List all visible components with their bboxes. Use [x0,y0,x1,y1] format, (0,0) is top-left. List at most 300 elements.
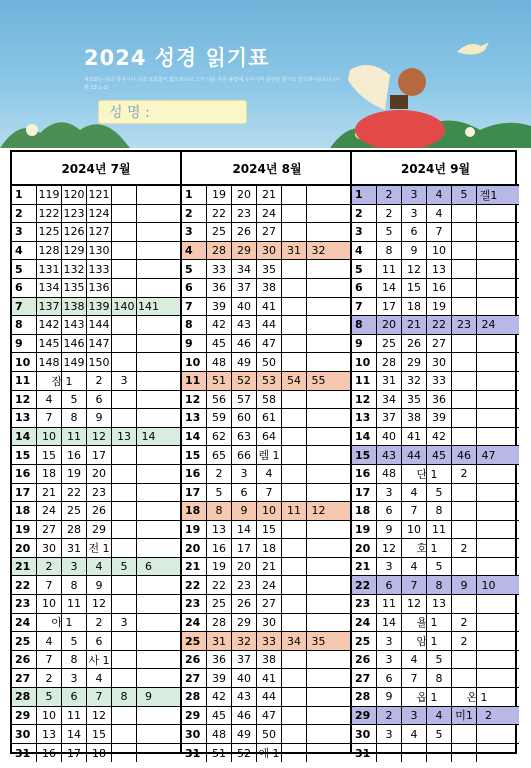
day-number: 21 [182,558,207,576]
day-number: 15 [182,446,207,464]
chapter-cell: 48 [377,465,402,483]
day-number: 31 [12,744,37,763]
chapter-cell [307,186,330,204]
chapter-cell: 10 [37,428,62,446]
chapter-cell: 62 [207,428,232,446]
chapter-cell: 64 [257,428,282,446]
chapter-cell [282,595,307,613]
day-number: 1 [12,186,37,204]
chapter-cell: 애 1 [257,744,282,763]
chapter-cell: 22 [62,484,87,502]
chapter-cell [137,576,160,594]
chapter-cell [307,428,330,446]
reading-row [182,558,352,577]
reading-row [352,428,519,447]
day-number: 23 [352,595,377,613]
chapter-cell [282,744,307,763]
chapter-cell: 9 [377,688,402,706]
chapter-cell: 126 [62,223,87,241]
chapter-cell: 40 [232,298,257,316]
chapter-cell [137,223,160,241]
chapter-cell: 19 [207,558,232,576]
chapter-cell [282,484,307,502]
chapter-cell: 48 [207,353,232,371]
chapter-cell: 12 [311,504,326,518]
chapter-cell [477,669,500,687]
chapter-cell [477,260,500,278]
chapter-cell: 55 [311,374,326,388]
chapter-cell: 5 [427,484,452,502]
chapter-cell: 50 [257,725,282,743]
book-start-label: 욜 1 [416,616,438,630]
chapter-cell [452,744,477,763]
chapter-cell: 66 [232,446,257,464]
chapter-cell: 9 [87,409,112,427]
chapter-cell: 4 [402,651,427,669]
chapter-cell [137,484,160,502]
reading-row [12,502,180,521]
chapter-cell: 7 [37,409,62,427]
day-number: 11 [182,372,207,390]
reading-row [12,391,180,410]
chapter-cell [282,725,307,743]
chapter-cell: 53 [257,372,282,390]
day-number: 7 [12,298,37,316]
chapter-cell: 10 [37,707,62,725]
day-number: 19 [352,521,377,539]
chapter-cell [402,744,427,763]
day-number: 23 [12,595,37,613]
chapter-cell: 25 [207,595,232,613]
day-number: 4 [182,242,207,260]
chapter-cell: 7 [427,223,452,241]
chapter-cell: 6 [87,632,112,650]
reading-row [352,651,519,670]
chapter-cell: 2 [37,558,62,576]
chapter-cell: 38 [257,651,282,669]
name-label: 성 명 : [109,105,150,121]
reading-row [182,223,352,242]
reading-row [352,465,519,484]
chapter-cell: 29 [402,353,427,371]
chapter-cell [112,242,137,260]
chapter-cell: 11 [377,595,402,613]
praying-figure-icon [330,40,460,148]
day-number: 5 [12,260,37,278]
reading-row [12,260,180,279]
chapter-cell: 34 [377,391,402,409]
chapter-cell: 4 [402,725,427,743]
day-number: 9 [182,335,207,353]
chapter-cell [307,744,330,763]
chapter-cell [112,484,137,502]
chapter-cell: 15 [37,446,62,464]
chapter-cell: 19 [62,465,87,483]
reading-row [182,335,352,354]
chapter-cell: 44 [257,316,282,334]
chapter-cell [307,484,330,502]
header-verse: 여호와는 너의 목자시니 너의 보호함이 없으리로다 그가 너를 푸른 풀밭에 누이시며 쉴만한 물가로 인도하시는도다 (시편 23:1-2) [84,77,341,91]
chapter-cell: 5 [427,558,452,576]
chapter-cell: 36 [427,391,452,409]
day-number: 30 [182,725,207,743]
chapter-cell: 31 [62,539,87,557]
reading-row [352,279,519,298]
reading-row [12,372,180,391]
chapter-cell [477,428,500,446]
name-field[interactable] [98,100,247,124]
chapter-cell [137,502,160,520]
chapter-cell: 7 [402,669,427,687]
chapter-cell [307,725,330,743]
chapter-cell: 22 [207,205,232,223]
chapter-cell [137,725,160,743]
chapter-cell: 14 [62,725,87,743]
chapter-cell [452,391,477,409]
chapter-cell [477,409,500,427]
reading-row [352,744,519,763]
day-number: 11 [352,372,377,390]
day-number: 31 [182,744,207,763]
chapter-cell: 5 [427,651,452,669]
chapter-cell [282,614,307,632]
day-number: 6 [12,279,37,297]
day-number: 29 [182,707,207,725]
day-number: 12 [352,391,377,409]
chapter-cell: 9 [452,576,477,594]
chapter-cell: 6 [377,576,402,594]
day-number: 8 [12,316,37,334]
chapter-cell: 34 [232,260,257,278]
reading-row [352,372,519,391]
day-number: 14 [182,428,207,446]
chapter-cell: 28 [207,614,232,632]
reading-row [12,688,180,707]
month-column [180,152,352,761]
reading-row [352,539,519,558]
chapter-cell: 11 [62,595,87,613]
chapter-cell: 5 [37,688,62,706]
chapter-cell: 14 [232,521,257,539]
reading-row [182,391,352,410]
chapter-cell [282,260,307,278]
day-number: 2 [12,205,37,223]
chapter-cell: 33 [427,372,452,390]
chapter-cell: 21 [257,186,282,204]
chapter-cell: 47 [481,448,496,462]
chapter-cell: 28 [62,521,87,539]
reading-row [182,353,352,372]
chapter-cell: 44 [257,688,282,706]
chapter-cell: 3 [402,707,427,725]
chapter-cell: 21 [37,484,62,502]
chapter-cell [137,521,160,539]
chapter-cell [137,372,160,390]
chapter-cell: 138 [62,298,87,316]
chapter-cell: 16 [207,539,232,557]
chapter-cell: 4 [37,391,62,409]
chapter-cell: 6 [402,223,427,241]
chapter-cell: 36 [207,279,232,297]
day-number: 22 [352,576,377,594]
chapter-cell [282,576,307,594]
chapter-cell: 148 [37,353,62,371]
chapter-cell [112,707,137,725]
day-number: 19 [12,521,37,539]
chapter-cell [307,688,330,706]
chapter-cell [452,298,477,316]
chapter-cell [307,223,330,241]
chapter-cell: 3 [112,614,137,632]
chapter-cell: 52 [232,744,257,763]
chapter-cell [282,353,307,371]
chapter-cell: 57 [232,391,257,409]
chapter-cell: 24 [257,576,282,594]
day-number: 28 [182,688,207,706]
chapter-cell [282,558,307,576]
day-number: 24 [182,614,207,632]
chapter-cell: 5 [427,725,452,743]
chapter-cell: 22 [427,316,452,334]
chapter-cell: 12 [87,595,112,613]
reading-row [12,409,180,428]
day-number: 19 [182,521,207,539]
chapter-cell: 16 [37,744,62,763]
chapter-cell [282,279,307,297]
reading-row [12,539,180,558]
chapter-cell: 32 [402,372,427,390]
chapter-cell [282,465,307,483]
chapter-cell: 30 [257,614,282,632]
chapter-cell: 46 [232,707,257,725]
chapter-cell: 122 [37,205,62,223]
day-number: 12 [182,391,207,409]
chapter-cell: 2 [37,669,62,687]
chapter-cell: 50 [257,353,282,371]
chapter-cell [137,465,160,483]
chapter-cell [427,744,452,763]
chapter-cell: 124 [87,205,112,223]
chapter-cell: 7 [402,576,427,594]
chapter-cell: 35 [257,260,282,278]
reading-row [182,446,352,465]
reading-row [352,391,519,410]
chapter-cell: 17 [87,446,112,464]
reading-row [182,465,352,484]
chapter-cell: 15 [257,521,282,539]
chapter-cell: 46 [452,446,477,464]
chapter-cell [477,632,500,650]
chapter-cell [282,428,307,446]
chapter-cell: 6 [145,560,152,574]
chapter-cell: 9 [145,690,152,704]
dove-icon [455,38,491,60]
chapter-cell: 139 [87,298,112,316]
chapter-cell: 3 [112,372,137,390]
reading-row [352,223,519,242]
day-number: 25 [12,632,37,650]
day-number: 13 [12,409,37,427]
chapter-cell: 7 [37,576,62,594]
chapter-cell: 37 [232,651,257,669]
day-number: 16 [182,465,207,483]
reading-row [12,484,180,503]
chapter-cell [452,669,477,687]
chapter-cell: 20 [377,316,402,334]
chapter-cell: 8 [427,669,452,687]
chapter-cell: 130 [87,242,112,260]
day-number: 16 [352,465,377,483]
day-number: 30 [352,725,377,743]
day-number: 22 [12,576,37,594]
chapter-cell: 11 [282,502,307,520]
chapter-cell [307,539,330,557]
chapter-cell [137,391,160,409]
chapter-cell [307,558,330,576]
chapter-cell: 18 [402,298,427,316]
chapter-cell: 47 [257,707,282,725]
chapter-cell [452,521,477,539]
chapter-cell: 13 [112,428,137,446]
chapter-cell: 134 [37,279,62,297]
chapter-cell [307,707,330,725]
reading-row [182,744,352,763]
reading-row [352,707,519,726]
chapter-cell: 8 [207,502,232,520]
chapter-cell [307,446,330,464]
day-number: 25 [352,632,377,650]
day-number: 26 [12,651,37,669]
chapter-cell [307,669,330,687]
chapter-cell: 3 [402,186,427,204]
chapter-cell: 5 [452,186,477,204]
chapter-cell: 27 [257,595,282,613]
chapter-cell [282,539,307,557]
chapter-cell [307,409,330,427]
chapter-cell: 131 [37,260,62,278]
chapter-cell: 21 [402,316,427,334]
chapter-cell [452,558,477,576]
chapter-cell: 128 [37,242,62,260]
chapter-cell: 30 [427,353,452,371]
chapter-cell: 5 [112,558,137,576]
chapter-cell: 2 [87,372,112,390]
month-header: 2024년 9월 [352,152,519,186]
chapter-cell [137,205,160,223]
chapter-cell [477,595,500,613]
reading-row [182,595,352,614]
day-number: 10 [352,353,377,371]
day-number: 13 [352,409,377,427]
chapter-cell: 6 [232,484,257,502]
chapter-cell: 겔1 [479,188,498,202]
chapter-cell: 136 [87,279,112,297]
chapter-cell: 29 [232,242,257,260]
reading-row [182,298,352,317]
chapter-cell: 3 [377,558,402,576]
chapter-cell [112,279,137,297]
chapter-cell: 4 [87,669,112,687]
chapter-cell [282,298,307,316]
chapter-cell: 38 [257,279,282,297]
chapter-cell: 8 [377,242,402,260]
book-start-label: 잠 1 [51,374,73,388]
book-start-label: 아 1 [51,616,73,630]
reading-row [352,614,519,633]
chapter-cell [137,651,160,669]
chapter-cell [452,372,477,390]
day-number: 10 [182,353,207,371]
chapter-cell: 45 [427,446,452,464]
reading-row [12,707,180,726]
chapter-cell: 31 [207,632,232,650]
chapter-cell [282,205,307,223]
chapter-cell: 60 [232,409,257,427]
chapter-cell: 10 [402,521,427,539]
reading-row [12,223,180,242]
chapter-cell: 26 [232,595,257,613]
chapter-cell [112,539,137,557]
chapter-cell: 54 [282,372,307,390]
day-number: 2 [182,205,207,223]
header-banner [0,0,531,148]
chapter-cell: 12 [402,260,427,278]
chapter-cell: 42 [427,428,452,446]
chapter-cell: 3 [377,484,402,502]
chapter-cell: 5 [62,391,87,409]
reading-row [352,595,519,614]
chapter-cell: 42 [207,316,232,334]
reading-row [182,669,352,688]
reading-row [182,502,352,521]
reading-row [182,688,352,707]
chapter-cell [477,298,500,316]
chapter-cell [112,391,137,409]
day-number: 20 [12,539,37,557]
day-number: 18 [352,502,377,520]
month-column [350,152,519,760]
chapter-cell [477,558,500,576]
chapter-cell [452,409,477,427]
chapter-cell [112,335,137,353]
chapter-cell: 146 [62,335,87,353]
chapter-cell: 31 [282,242,307,260]
chapter-cell: 22 [207,576,232,594]
book-start-label: 호 1 [416,542,438,556]
day-number: 6 [352,279,377,297]
day-number: 8 [352,316,377,334]
reading-row [352,316,519,335]
chapter-cell: 10 [481,578,496,592]
reading-row [352,353,519,372]
reading-row [12,651,180,670]
reading-row [12,446,180,465]
chapter-cell: 132 [62,260,87,278]
chapter-cell [307,465,330,483]
day-number: 20 [352,539,377,557]
reading-row [182,707,352,726]
day-number: 18 [182,502,207,520]
chapter-cell: 6 [377,502,402,520]
chapter-cell: 150 [87,353,112,371]
chapter-cell: 51 [207,744,232,763]
day-number: 23 [182,595,207,613]
chapter-cell: 58 [257,391,282,409]
day-number: 17 [12,484,37,502]
chapter-cell: 31 [377,372,402,390]
day-number: 17 [352,484,377,502]
chapter-cell: 34 [282,632,307,650]
